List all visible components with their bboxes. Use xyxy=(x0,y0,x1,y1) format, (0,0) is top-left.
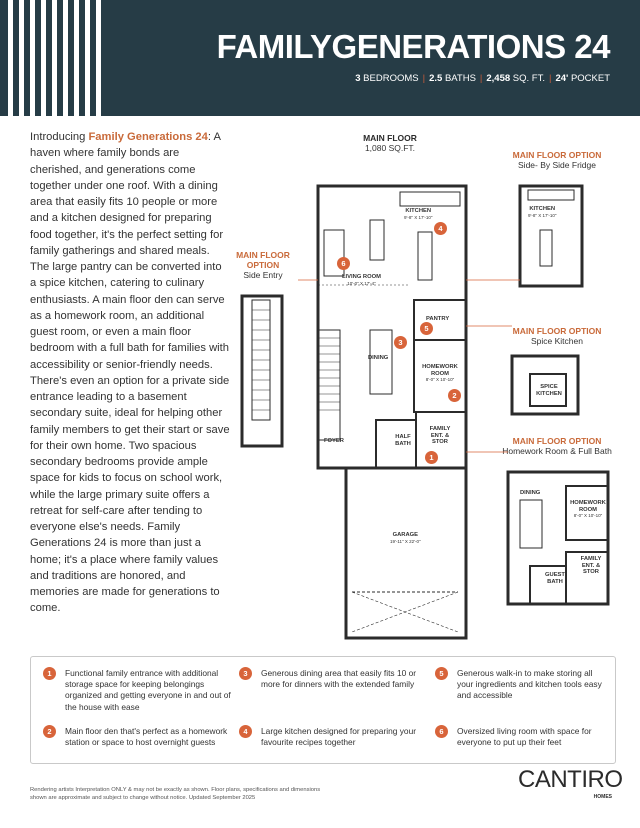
feature-number: 4 xyxy=(239,725,252,738)
room-option-family: FAMILY ENT. & STOR xyxy=(580,556,602,575)
room-dining: DINING xyxy=(368,355,389,361)
feature-number: 6 xyxy=(435,725,448,738)
room-garage: GARAGE 19'-11" X 22'-0" xyxy=(390,532,421,544)
fridge-option-label: MAIN FLOOR OPTION Side- By Side Fridge xyxy=(512,150,602,170)
feature-number: 1 xyxy=(43,667,56,680)
room-homework: HOMEWORK ROOM 8'-0" X 10'-10" xyxy=(422,364,458,382)
logo-subtitle: HOMES xyxy=(593,794,612,800)
room-option-homework: HOMEWORK ROOM 8'-0" X 10'-10" xyxy=(570,500,606,518)
feature-text: Generous dining area that easily fits 10 or more for dinners with the extended family xyxy=(261,668,417,690)
plan-badge: 2 xyxy=(448,389,461,402)
features-box xyxy=(30,656,616,764)
page-title: FAMILYGENERATIONS 24 xyxy=(216,28,610,65)
feature-number: 3 xyxy=(239,667,252,680)
room-spice-kitchen: SPICE KITCHEN xyxy=(536,384,562,397)
feature-text: Oversized living room with space for everyone to put up their feet xyxy=(457,726,592,748)
room-living: LIVING ROOM 10'-0" X 17'-4" xyxy=(342,274,381,286)
feature-text: Main floor den that's perfect as a homework station or space to host overnight guests xyxy=(65,726,228,748)
disclaimer: Rendering artists Interpretation ONLY & may not be exactly as shown. Floor plans, specifications and dimensions shown are approximate and subject to change without notice. Updated September 2025 xyxy=(30,787,321,801)
room-guest-bath: GUEST BATH xyxy=(545,572,565,585)
feature-number: 5 xyxy=(435,667,448,680)
room-family-entrance: FAMILY ENT. & STOR xyxy=(429,426,451,445)
spice-option-label: MAIN FLOOR OPTION Spice Kitchen xyxy=(512,326,602,346)
main-floor-label: MAIN FLOOR 1,080 SQ.FT. xyxy=(363,133,417,153)
plan-badge: 5 xyxy=(420,322,433,335)
intro-text: Introducing Family Generations 24: A haven where family bonds are cherished, and generations come together under one roof. With a dining area that easily fits 10 people or more and a kitchen designed for preparing food together, it's the perfect setting for family gatherings and shared meals. The large pantry can be converted into a spice kitchen, catering to culinary enthusiasts. A main floor den can serve as a homework room, an additional guest room, or even a main floor bedroom with a full bath for families with accessibility or senior-friendly needs. There's even an option for a private side entrance leading to a basement secondary suite, ideal for helping other family members to get their start or save for their own home. Two spacious secondary bedrooms provide ample space for kids to focus on school work, while the large primary suite offers a retreat for self-care after tending to everyone else's needs. Family Generations 24 is more than just a home; it's a place where family values and traditions are honored, and memories are made for generations to come. xyxy=(30,131,230,615)
feature-text: Generous walk-in to make storing all your ingredients and kitchen tools easy and accessible xyxy=(457,668,602,701)
cantiro-logo xyxy=(518,766,623,806)
room-option-kitchen: KITCHEN 9'-8" X 17'-10" xyxy=(528,206,557,218)
header-banner xyxy=(0,0,640,116)
plan-badge: 4 xyxy=(434,222,447,235)
side-entry-label: MAIN FLOOR OPTION Side Entry xyxy=(236,250,290,280)
feature-text: Large kitchen designed for preparing your favourite recipes together xyxy=(261,726,417,748)
room-half-bath: HALF BATH xyxy=(395,434,411,447)
room-foyer: FOYER xyxy=(324,438,344,444)
homework-option-label: MAIN FLOOR OPTION Homework Room & Full Bath xyxy=(502,436,612,456)
feature-number: 2 xyxy=(43,725,56,738)
feature-text: Functional family entrance with additional storage space for keeping belongings organized and getting everyone in and out of the house with ease xyxy=(65,668,231,712)
room-option-dining: DINING xyxy=(520,490,541,496)
plan-badge: 6 xyxy=(337,257,350,270)
room-pantry: PANTRY xyxy=(426,316,450,322)
plan-badge: 3 xyxy=(394,336,407,349)
plan-badge: 1 xyxy=(425,451,438,464)
home-specs: 3 BEDROOMS | 2.5 BATHS | 2,458 SQ. FT. | 24' POCKET xyxy=(355,73,610,84)
logo-wordmark: CANTIRO xyxy=(518,766,623,793)
room-kitchen: KITCHEN 9'-8" X 17'-10" xyxy=(404,208,433,220)
